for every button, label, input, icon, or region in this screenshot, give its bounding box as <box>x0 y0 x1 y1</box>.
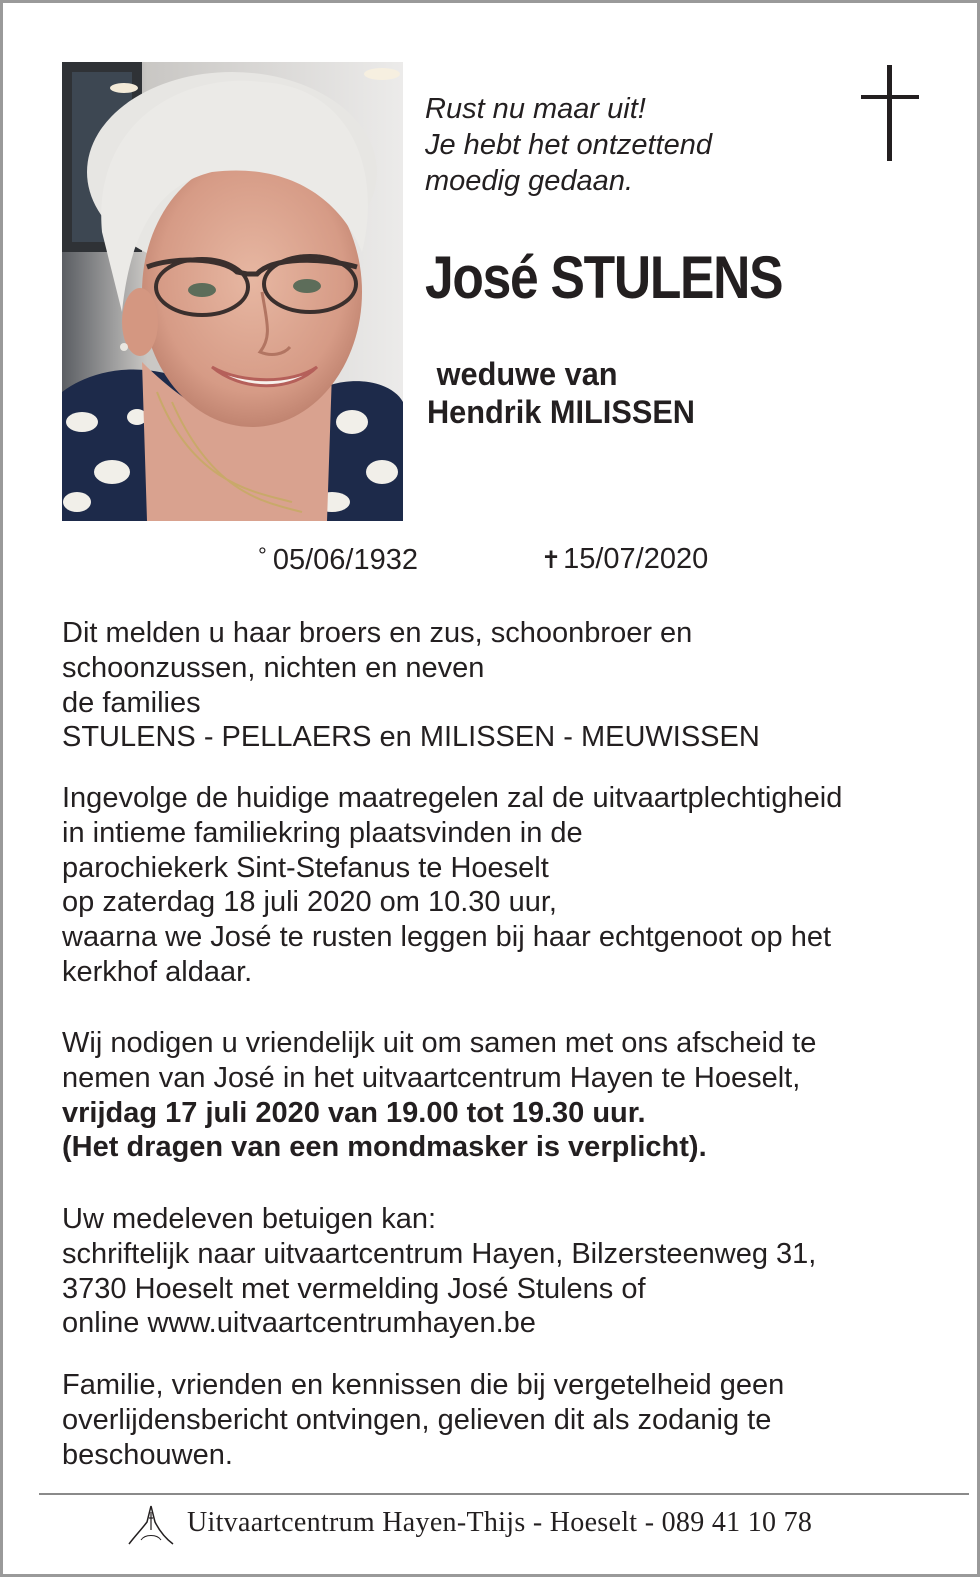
footer-contact: Uitvaartcentrum Hayen-Thijs - Hoeselt - 089 41 10 78 <box>187 1507 813 1538</box>
cross-icon <box>861 65 919 161</box>
text-line: in intieme familiekring plaatsvinden in de <box>62 816 583 849</box>
text-line: overlijdensbericht ontvingen, gelieven dit als zodanig te <box>62 1403 772 1436</box>
text-line: Familie, vrienden en kennissen die bij vergetelheid geen <box>62 1369 785 1401</box>
website-line: online www.uitvaartcentrumhayen.be <box>62 1307 536 1340</box>
motto <box>425 91 825 199</box>
death-date <box>541 543 708 576</box>
portrait-photo <box>62 62 403 521</box>
text-line: Ingevolge de huidige maatregelen zal de uitvaartplechtigheid <box>62 782 843 814</box>
text-line: parochiekerk Sint-Stefanus te Hoeselt <box>62 851 549 884</box>
text-line: schoonzussen, nichten en neven <box>62 651 485 684</box>
text-line: STULENS - PELLAERS en MILISSEN - MEUWISSEN <box>62 721 760 754</box>
death-cross-icon: ✝ <box>541 547 562 574</box>
text-line: op zaterdag 18 juli 2020 om 10.30 uur, <box>62 886 557 919</box>
text-line: Uw medeleven betuigen kan: <box>62 1203 437 1235</box>
text-line: 3730 Hoeselt met vermelding José Stulens of <box>62 1272 646 1305</box>
birth-symbol: ° <box>258 543 267 568</box>
ceremony-paragraph <box>62 781 942 990</box>
mask-notice-line: (Het dragen van een mondmasker is verplicht). <box>62 1131 707 1164</box>
motto-line: moedig gedaan. <box>425 165 633 197</box>
condolences-paragraph <box>62 1202 942 1341</box>
portrait-illustration <box>62 62 403 521</box>
spouse-name: Hendrik MILISSEN <box>427 394 695 430</box>
death-date-value: 15/07/2020 <box>563 543 709 575</box>
motto-line: Je hebt het ontzettend <box>425 129 712 161</box>
widow-line: weduwe van <box>436 356 618 392</box>
birth-date <box>258 543 418 577</box>
widow-of <box>427 355 695 431</box>
closing-paragraph <box>62 1368 942 1472</box>
text-line: nemen van José in het uitvaartcentrum Hayen te Hoeselt, <box>62 1061 801 1094</box>
footer-divider <box>39 1493 969 1495</box>
text-line: beschouwen. <box>62 1438 233 1471</box>
farewell-date-line: vrijdag 17 juli 2020 van 19.00 tot 19.30 uur. <box>62 1096 646 1129</box>
birth-date-value: 05/06/1932 <box>272 544 418 576</box>
deceased-name: José STULENS <box>425 244 783 311</box>
announcement-paragraph <box>62 616 942 755</box>
text-line: Dit melden u haar broers en zus, schoonbroer en <box>62 617 693 649</box>
text-line: de families <box>62 686 201 719</box>
text-line: schriftelijk naar uitvaartcentrum Hayen, Bilzersteenweg 31, <box>62 1237 817 1270</box>
farewell-paragraph <box>62 1026 942 1165</box>
text-line: kerkhof aldaar. <box>62 955 253 988</box>
text-line: Wij nodigen u vriendelijk uit om samen met ons afscheid te <box>62 1027 817 1059</box>
text-line: waarna we José te rusten leggen bij haar echtgenoot op het <box>62 921 832 954</box>
funeral-home-logo-icon <box>127 1500 175 1548</box>
motto-line: Rust nu maar uit! <box>425 93 646 125</box>
